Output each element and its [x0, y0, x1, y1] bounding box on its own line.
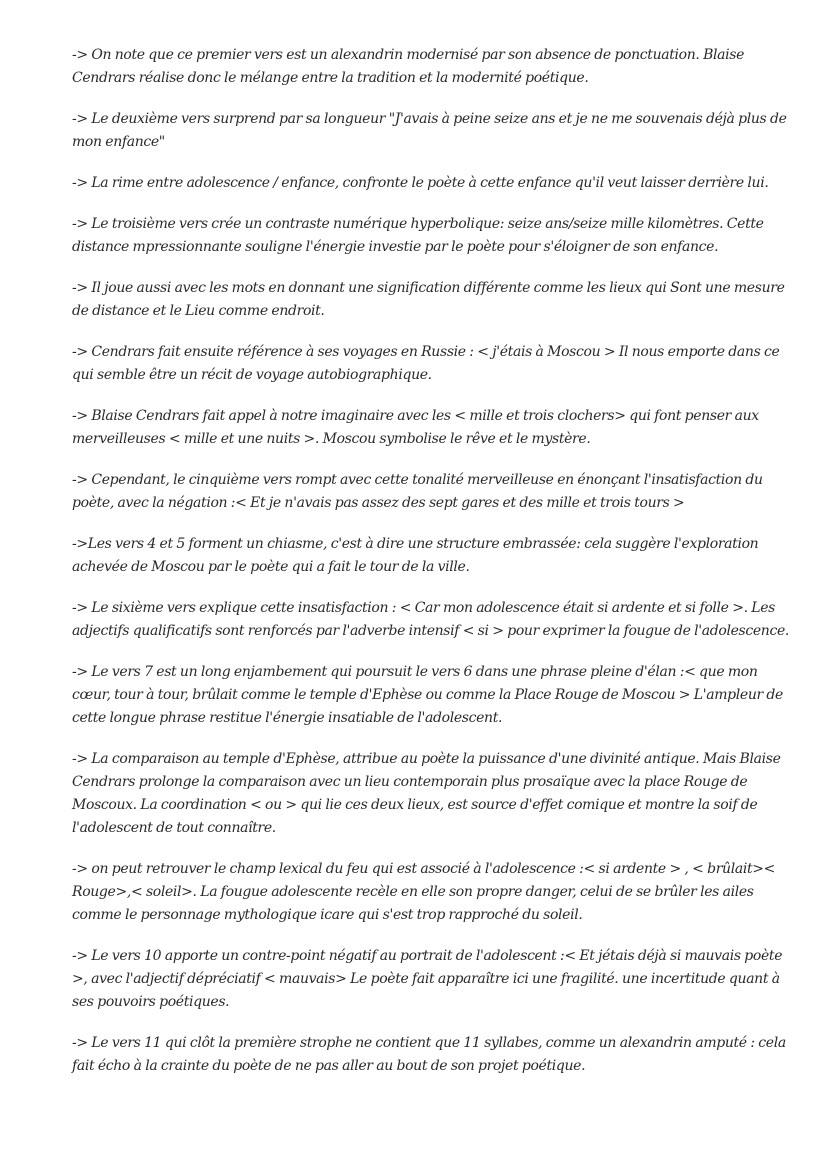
paragraph-14: -> Le vers 10 apporte un contre-point négatif au portrait de l'adolescent :< Et jétais déjà si mauvais poète >, avec l'adjectif dépréciatif < mauvais> Le poète fait apparaître ici une fragilité. une incertitude quant à ses pouvoirs poétiques.: [72, 948, 783, 1010]
paragraph-12: -> La comparaison au temple d'Ephèse, attribue au poète la puissance d'une divinité antique. Mais Blaise Cendrars prolonge la comparaison avec un lieu contemporain plus prosaïque avec la place Rouge de Moscoux. La coordination < ou > qui lie ces deux lieux, est source d'effet comique et montre la soif de l'adolescent de tout connaître.: [72, 751, 781, 836]
paragraph-7: -> Blaise Cendrars fait appel à notre imaginaire avec les < mille et trois clochers> qui font penser aux merveilleuses < mille et une nuits >. Moscou symbolise le rêve et le mystère.: [72, 408, 759, 447]
paragraph-15: -> Le vers 11 qui clôt la première strophe ne contient que 11 syllabes, comme un alexandrin amputé : cela fait écho à la crainte du poète de ne pas aller au bout de son projet poétique.: [72, 1035, 786, 1074]
paragraph-3: -> La rime entre adolescence / enfance, confronte le poète à cette enfance qu'il veut laisser derrière lui.: [72, 175, 769, 191]
paragraph-8: -> Cependant, le cinquième vers rompt avec cette tonalité merveilleuse en énonçant l'insatisfaction du poète, avec la négation :< Et je n'avais pas assez des sept gares et des mille et trois tours >: [72, 472, 763, 511]
paragraph-13: -> on peut retrouver le champ lexical du feu qui est associé à l'adolescence :< si ardente > , < brûlait>< Rouge>,< soleil>. La fougue adolescente recèle en elle son propre danger, celui de se brûler les ailes comme le personnage mythologique icare qui s'est trop rapproché du soleil.: [72, 861, 776, 923]
paragraph-1: -> On note que ce premier vers est un alexandrin modernisé par son absence de ponctuation. Blaise Cendrars réalise donc le mélange entre la tradition et la modernité poétique.: [72, 47, 745, 86]
paragraph-9: ->Les vers 4 et 5 forment un chiasme, c'est à dire une structure embrassée: cela suggère l'exploration achevée de Moscou par le poète qui a fait le tour de la ville.: [72, 536, 759, 575]
paragraph-11: -> Le vers 7 est un long enjambement qui poursuit le vers 6 dans une phrase pleine d'élan :< que mon cœur, tour à tour, brûlait comme le temple d'Ephèse ou comme la Place Rouge de Moscou > L'ampleur de cette longue phrase restitue l'énergie insatiable de l'adolescent.: [72, 664, 783, 726]
paragraph-2: -> Le deuxième vers surprend par sa longueur "J'avais à peine seize ans et je ne me souvenais déjà plus de mon enfance": [72, 111, 787, 150]
paragraph-6: -> Cendrars fait ensuite référence à ses voyages en Russie : < j'étais à Moscou > Il nous emporte dans ce qui semble être un récit de voyage autobiographique.: [72, 344, 780, 383]
paragraph-5: -> Il joue aussi avec les mots en donnant une signification différente comme les lieux qui Sont une mesure de distance et le Lieu comme endroit.: [72, 280, 785, 319]
paragraph-10: -> Le sixième vers explique cette insatisfaction : < Car mon adolescence était si ardente et si folle >. Les adjectifs qualificatifs sont renforcés par l'adverbe intensif < si > pour exprimer la fougue de l'adolescence.: [72, 600, 789, 639]
document-page: [72, 44, 790, 1096]
paragraph-4: -> Le troisième vers crée un contraste numérique hyperbolique: seize ans/seize mille kilomètres. Cette distance mpressionnante souligne l'énergie investie par le poète pour s'éloigner de son enfance.: [72, 216, 764, 255]
